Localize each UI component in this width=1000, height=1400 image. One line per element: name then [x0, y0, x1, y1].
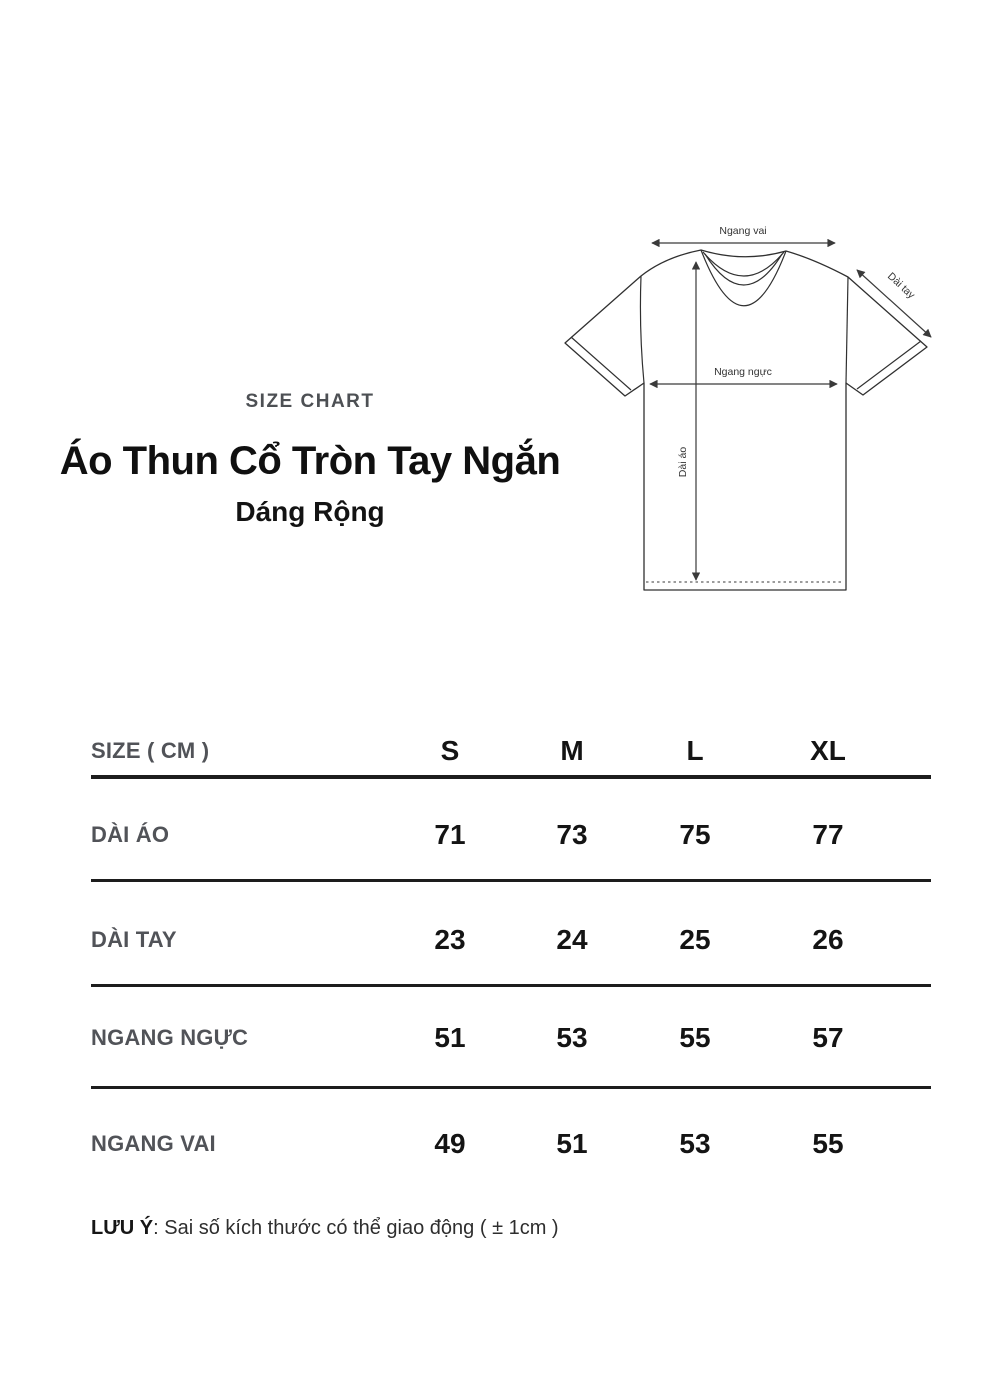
- fit-subtitle: Dáng Rộng: [235, 496, 385, 527]
- table-header-size-l: L: [686, 735, 704, 766]
- table-cell: 23: [434, 924, 466, 955]
- table-cell: 51: [434, 1022, 466, 1053]
- sleeve-length-label: Dài tay: [885, 270, 918, 302]
- table-row-label-dai-tay: DÀI TAY: [91, 927, 177, 952]
- size-table: [91, 730, 931, 1180]
- tshirt-measurement-diagram: [540, 200, 960, 620]
- table-cell: 49: [434, 1128, 466, 1159]
- table-rule: [91, 775, 931, 779]
- note-prefix: LƯU Ý: [91, 1217, 154, 1239]
- table-rule: [91, 879, 931, 882]
- tshirt-outline-icon: [565, 250, 927, 590]
- chest-width-label: Ngang ngực: [714, 366, 772, 378]
- table-cell: 77: [812, 819, 844, 850]
- table-cell: 53: [679, 1128, 711, 1159]
- shirt-length-label: Dài áo: [677, 446, 689, 478]
- shoulder-width-label: Ngang vai: [719, 225, 767, 237]
- table-cell: 51: [556, 1128, 588, 1159]
- size-chart-label: SIZE CHART: [245, 391, 375, 412]
- table-cell: 25: [679, 924, 711, 955]
- title-block: [40, 391, 580, 529]
- table-header-size-xl: XL: [810, 735, 846, 766]
- table-header-size-s: S: [440, 735, 460, 766]
- table-cell: 73: [556, 819, 588, 850]
- table-cell: 26: [812, 924, 844, 955]
- table-row-label-dai-ao: DÀI ÁO: [91, 822, 170, 847]
- table-row-label-ngang-vai: NGANG VAI: [91, 1131, 216, 1156]
- table-header-size-cm: SIZE ( CM ): [91, 738, 210, 763]
- table-cell: 24: [556, 924, 588, 955]
- table-rule: [91, 984, 931, 987]
- note-text: : Sai số kích thước có thể giao động ( ± 1cm ): [153, 1217, 559, 1239]
- table-cell: 53: [556, 1022, 588, 1053]
- table-cell: 55: [679, 1022, 711, 1053]
- table-header-size-m: M: [560, 735, 584, 766]
- table-rule: [91, 1086, 931, 1089]
- table-cell: 57: [812, 1022, 844, 1053]
- table-cell: 71: [434, 819, 466, 850]
- size-note: [91, 1214, 559, 1242]
- product-title: Áo Thun Cổ Tròn Tay Ngắn: [59, 439, 561, 483]
- table-cell: 75: [679, 819, 711, 850]
- table-row-label-ngang-nguc: NGANG NGỰC: [91, 1025, 249, 1050]
- table-cell: 55: [812, 1128, 844, 1159]
